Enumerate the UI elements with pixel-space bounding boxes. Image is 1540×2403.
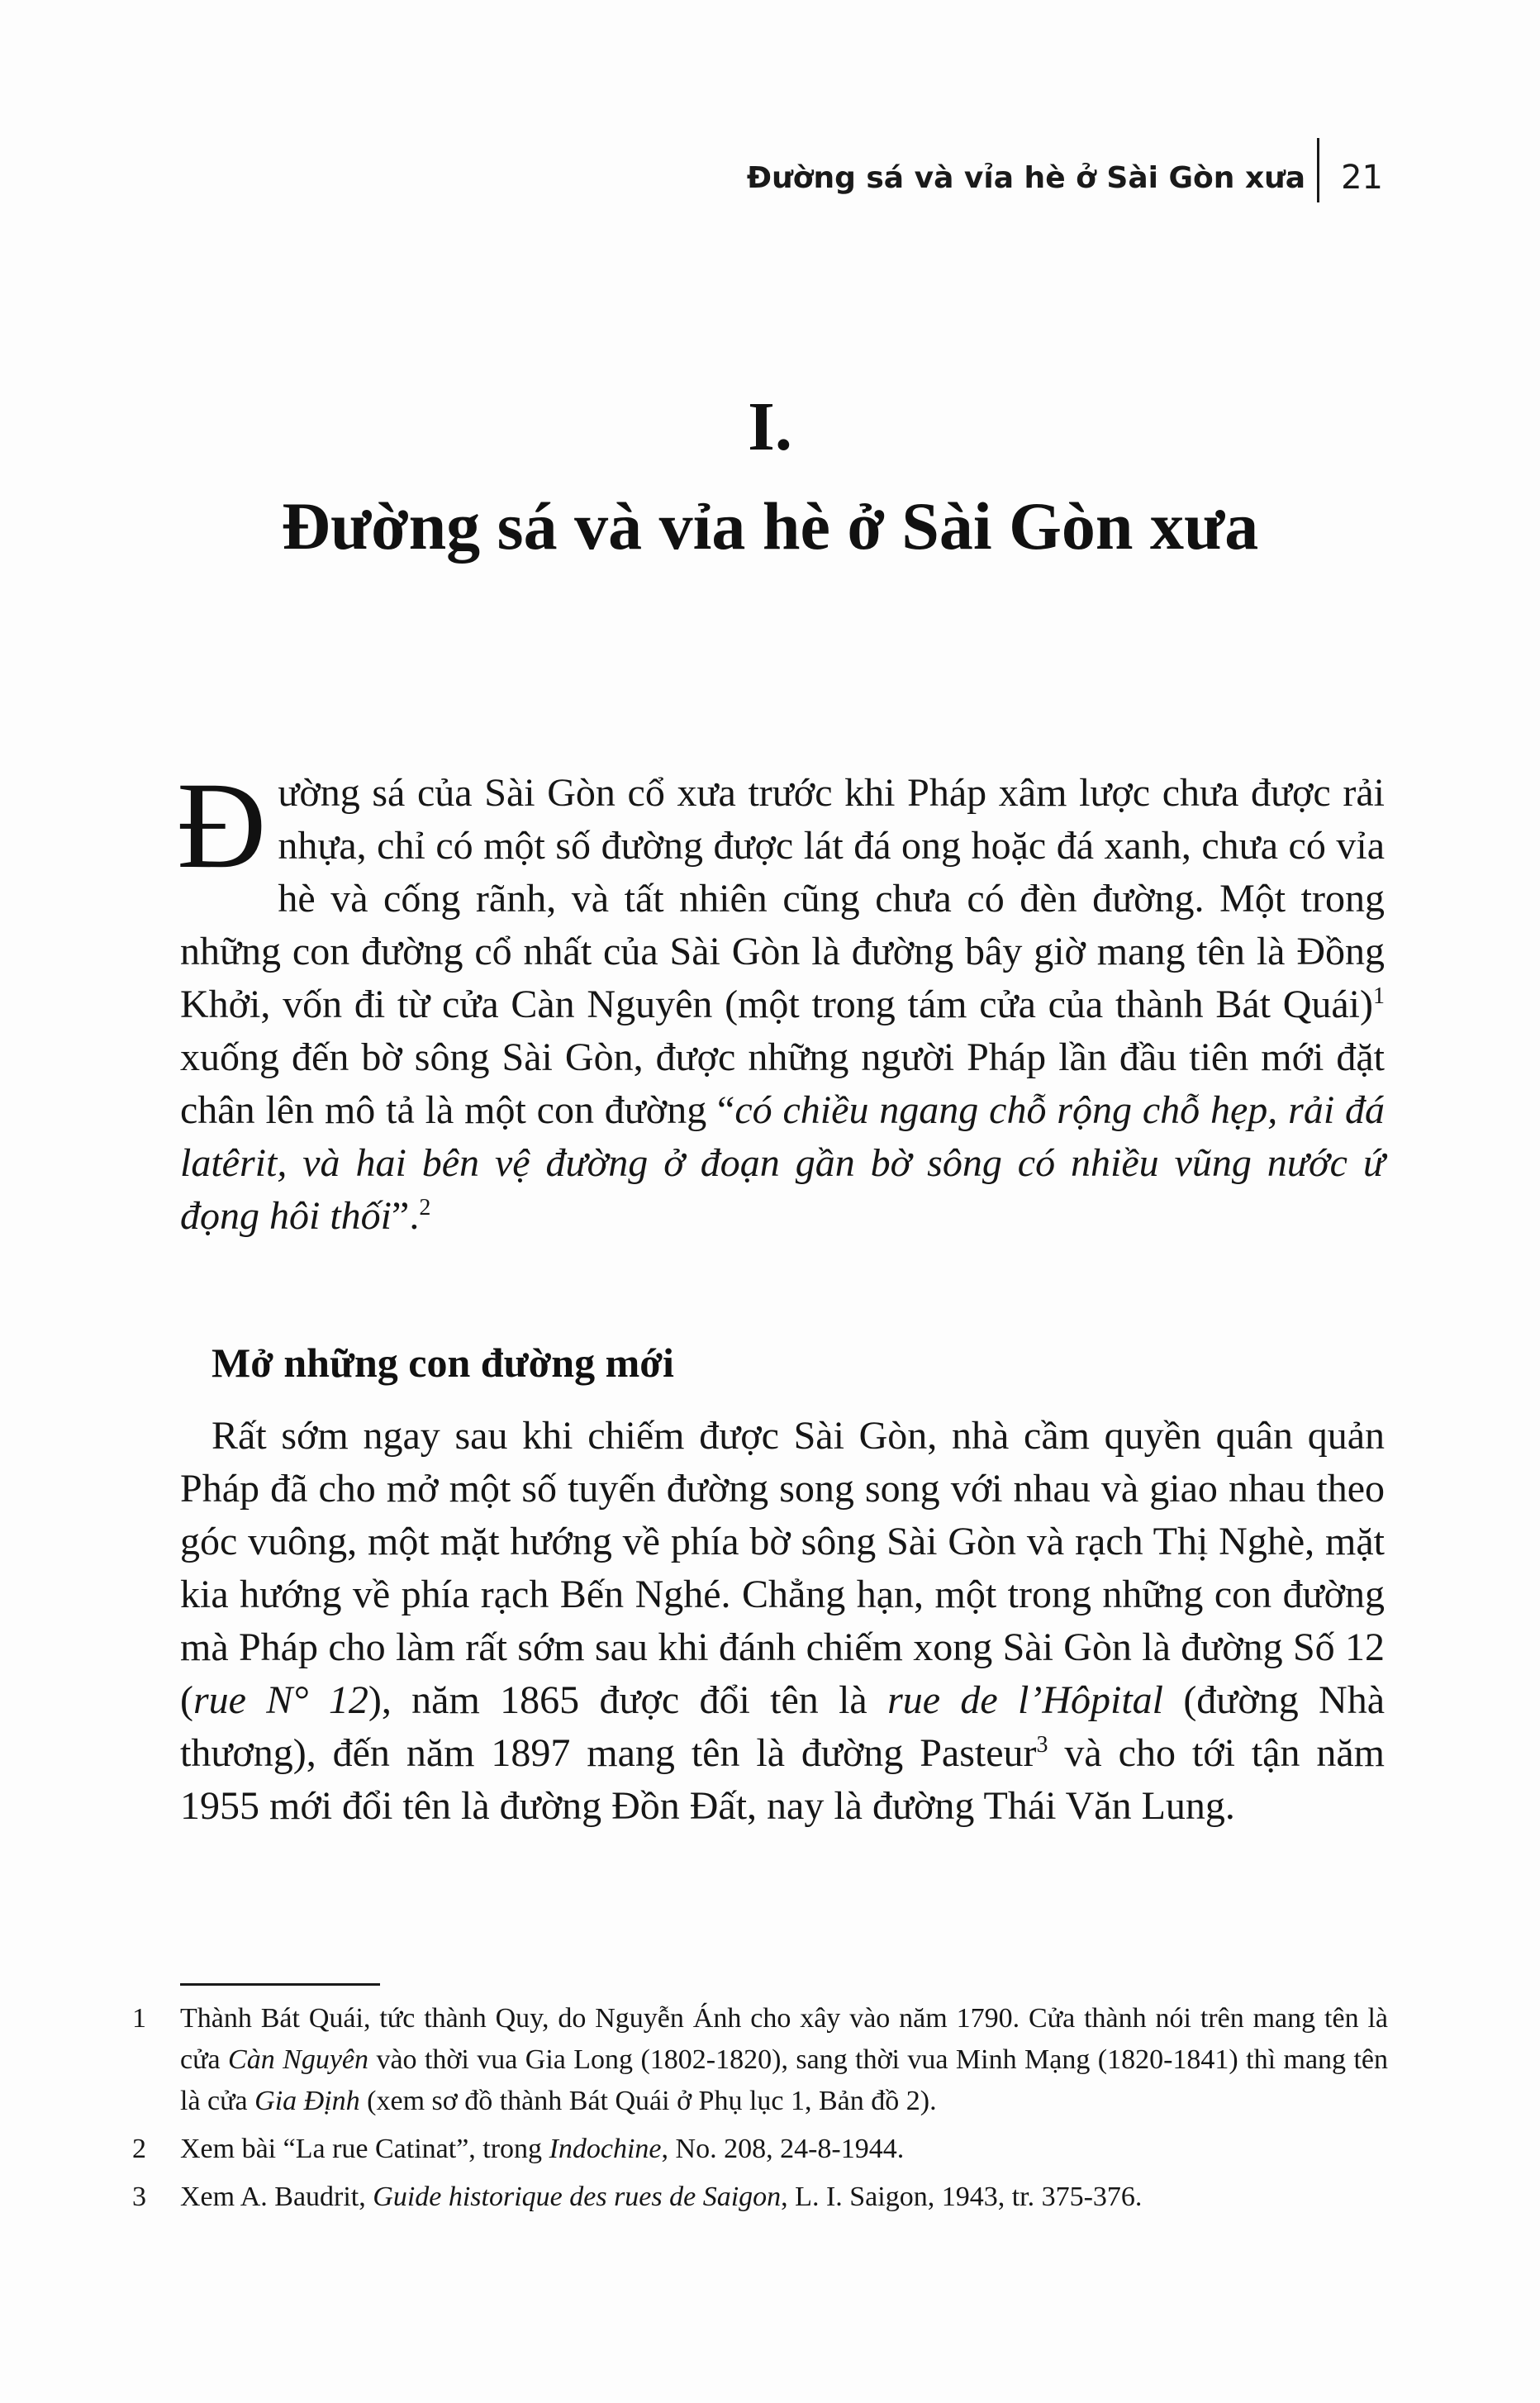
section-heading: Mở những con đường mới	[212, 1339, 674, 1386]
paragraph-2-italic-1: rue N° 12	[192, 1678, 368, 1722]
chapter-number: I.	[748, 388, 792, 465]
running-head	[747, 149, 1383, 207]
footnote-3-text-a: Xem A. Baudrit,	[180, 2182, 373, 2212]
paragraph-1-text-a: ường sá của Sài Gòn cổ xưa trước khi Pháp xâm lược chưa được rải nhựa, chỉ có một số đường được lát đá ong hoặc đá xanh, chưa có vỉa hè và cống rãnh, và tất nhiên cũng chưa có đèn đường. Một trong những con đường cổ nhất của Sài Gòn là đường bây giờ mang tên là Đồng Khởi, vốn đi từ cửa Càn Nguyên (một trong tám cửa của thành Bát Quái)	[180, 771, 1385, 1026]
footnote-ref-2[interactable]: 2	[419, 1195, 431, 1221]
footnote-2-italic-1: Indochine	[549, 2134, 662, 2164]
footnote-2	[132, 2129, 1388, 2170]
paragraph-2-text-a: Rất sớm ngay sau khi chiếm được Sài Gòn, nhà cầm quyền quân quản Pháp đã cho mở một số tuyến đường song song với nhau và giao nhau theo góc vuông, một mặt hướng về phía bờ sông Sài Gòn và rạch Thị Nghè, mặt kia hướng về phía rạch Bến Nghé. Chẳng hạn, một trong những con đường mà Pháp cho làm rất sớm sau khi đánh chiếm xong Sài Gòn là đường Số 12 (	[180, 1414, 1385, 1722]
paragraph-1	[177, 757, 1385, 1243]
footnote-2-text-a: Xem bài “La rue Catinat”, trong	[180, 2134, 549, 2164]
footnote-2-text-b: , No. 208, 24-8-1944.	[661, 2134, 905, 2164]
footnotes	[132, 1998, 1388, 2225]
paragraph-2-text-d: và cho tới tận năm 1955 mới đổi tên là đường Đồn Đất, nay là đường Thái Văn Lung.	[180, 1731, 1385, 1828]
paragraph-1-text-c: ”.	[392, 1194, 420, 1238]
footnote-text	[180, 2129, 1388, 2170]
footnote-ref-3[interactable]: 3	[1036, 1732, 1048, 1758]
running-head-divider	[1317, 138, 1319, 202]
drop-cap: Đ	[177, 757, 267, 894]
footnote-3-italic-1: Guide historique des rues de Saigon	[373, 2182, 782, 2212]
footnote-number: 2	[132, 2134, 146, 2164]
footnote-3-text-b: , L. I. Saigon, 1943, tr. 375-376.	[781, 2182, 1143, 2212]
footnote-number: 1	[132, 2003, 146, 2034]
footnote-separator	[180, 1983, 380, 1986]
footnote-number: 3	[132, 2182, 146, 2212]
footnote-1-text-a: Thành Bát Quái, tức thành Quy, do Nguyễn Ánh cho xây vào năm 1790. Cửa thành nói trên mang tên là cửa	[180, 2003, 1388, 2075]
footnote-3	[132, 2177, 1388, 2218]
footnote-text	[180, 1998, 1388, 2122]
paragraph-2-text-b: ), năm 1865 được đổi tên là	[368, 1678, 888, 1722]
footnote-text	[180, 2177, 1388, 2218]
paragraph-1-quote: có chiều ngang chỗ rộng chỗ hẹp, rải đá latêrit, và hai bên vệ đường ở đoạn gần bờ sông có nhiều vũng nước ứ đọng hôi thối	[180, 1088, 1385, 1238]
paragraph-2-italic-2: rue de l’Hôpital	[887, 1678, 1163, 1722]
paragraph-2	[180, 1410, 1385, 1833]
footnote-1	[132, 1998, 1388, 2122]
footnote-1-italic-2: Gia Định	[254, 2086, 360, 2116]
paragraph-1-text-b: xuống đến bờ sông Sài Gòn, được những người Pháp lần đầu tiên mới đặt chân lên mô tả là một con đường “	[180, 1035, 1385, 1132]
footnote-1-text-c: (xem sơ đồ thành Bát Quái ở Phụ lục 1, Bản đồ 2).	[359, 2086, 937, 2116]
footnote-ref-1[interactable]: 1	[1373, 983, 1385, 1009]
running-head-title: Đường sá và vỉa hè ở Sài Gòn xưa	[746, 160, 1306, 195]
paragraph-2-text-c: (đường Nhà thương), đến năm 1897 mang tên là đường Pasteur	[180, 1678, 1386, 1775]
footnote-1-text-b: vào thời vua Gia Long (1802-1820), sang thời vua Minh Mạng (1820-1841) thì mang tên là cửa	[180, 2044, 1388, 2116]
chapter-title: Đường sá và vỉa hè ở Sài Gòn xưa	[281, 488, 1259, 564]
page-number: 21	[1341, 159, 1383, 197]
footnote-1-italic-1: Càn Nguyên	[228, 2044, 369, 2075]
